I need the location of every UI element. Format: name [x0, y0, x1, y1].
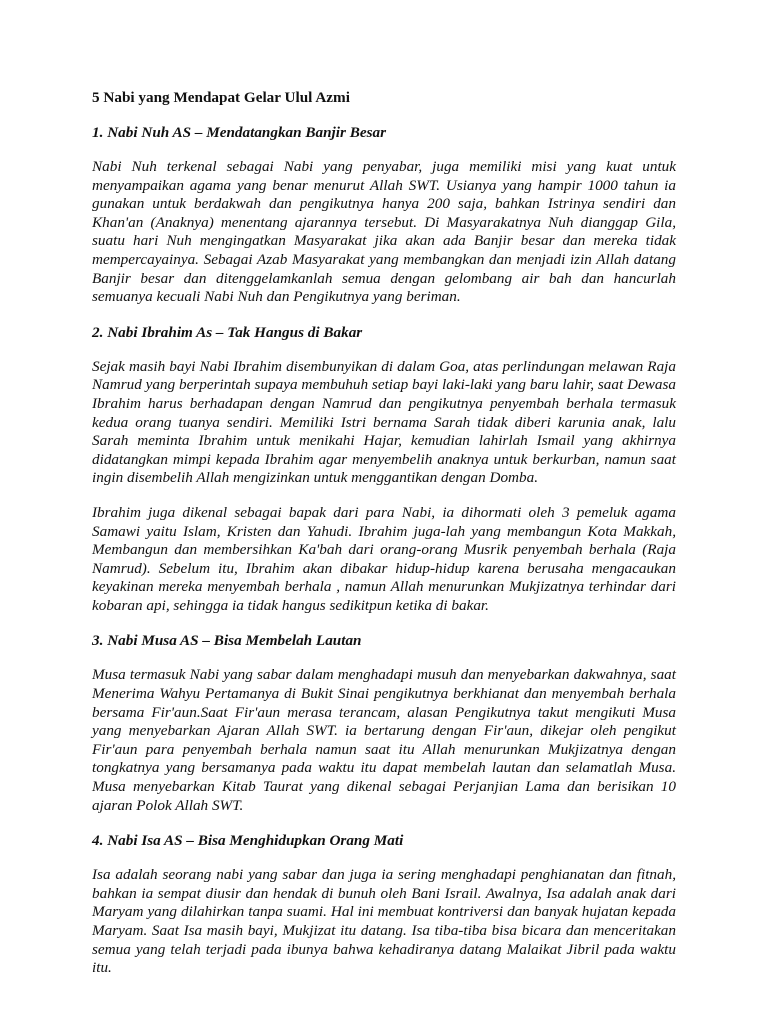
section-heading-musa: 3. Nabi Musa AS – Bisa Membelah Lautan	[92, 632, 362, 650]
section-isa	[92, 831, 676, 978]
paragraph-ibrahim-1: Sejak masih bayi Nabi Ibrahim disembunyikan di dalam Goa, atas perlindungan melawan Raja Namrud yang berperintah supaya membuhuh setiap bayi laki-laki yang baru lahir, saat Dewasa Ibrahim harus berhadapan dengan Namrud dan pengikutnya penyembah berhala termasuk kedua orang tuanya sendiri. Memiliki Istri bernama Sarah tidak diberi karunia anak, lalu Sarah meminta Ibrahim untuk menikahi Hajar, kemudian lahirlah Ismail yang akhirnya didatangkan mimpi kepada Ibrahim agar menyembelih anaknya untuk berkurban, namun saat ingin disembelih Allah mengizinkan untuk menggantikan dengan Domba.	[92, 357, 676, 487]
section-musa	[92, 631, 676, 815]
paragraph-ibrahim-2: Ibrahim juga dikenal sebagai bapak dari para Nabi, ia dihormati oleh 3 pemeluk agama Samawi yaitu Islam, Kristen dan Yahudi. Ibrahim juga-lah yang membangun Kota Makkah, Membangun dan membersihkan Ka'bah dari orang-orang Musrik penyembah berhala (Raja Namrud). Sebelum itu, Ibrahim akan dibakar hidup-hidup karena berusaha mengacaukan keyakinan mereka menyembah berhala , namun Allah menurunkan Mukjizatnya terhindar dari kobaran api, sehingga ia tidak hangus sedikitpun ketika di bakar.	[92, 503, 676, 614]
section-heading-isa: 4. Nabi Isa AS – Bisa Menghidupkan Orang Mati	[92, 832, 404, 850]
section-ibrahim	[92, 323, 676, 616]
document-page	[92, 88, 676, 994]
section-heading-ibrahim: 2. Nabi Ibrahim As – Tak Hangus di Bakar	[92, 323, 363, 341]
section-heading-nuh: 1. Nabi Nuh AS – Mendatangkan Banjir Besar	[92, 124, 386, 141]
paragraph-musa-1: Musa termasuk Nabi yang sabar dalam menghadapi musuh dan menyebarkan dakwahnya, saat Menerima Wahyu Pertamanya di Bukit Sinai pengikutnya berkhianat dan menyembah berhala bersama Fir'aun.Saat Fir'aun merasa terancam, alasan Pengikutnya takut mengikuti Musa yang menyebarkan Ajaran Allah SWT. ia bertarung dengan Fir'aun, dikejar oleh pengikut Fir'aun para penyembah berhala namun saat itu Allah menurunkan Mukjizatnya dengan tongkatnya yang bersamanya pada waktu itu dapat membelah lautan dan selamatlah Musa. Musa menyebarkan Kitab Taurat yang dikenal sebagai Perjanjian Lama dan berisikan 10 ajaran Polok Allah SWT.	[92, 666, 676, 814]
paragraph-nuh-1: Nabi Nuh terkenal sebagai Nabi yang penyabar, juga memiliki misi yang kuat untuk menyampaikan agama yang benar menurut Allah SWT. Usianya yang hampir 1000 tahun ia gunakan untuk berdakwah dan pengikutnya hanya 200 saja, bahkan Istrinya sendiri dan Khan'an (Anaknya) menentang ajarannya tersebut. Di Masyarakatnya Nuh dianggap Gila, suatu hari Nuh mengingatkan Masyarakat jika akan ada Banjir besar dan mereka tidak mempercayainya. Sebagai Azab Masyarakat yang membangkan dan menjadi izin Allah datang Banjir besar dan ditenggelamkanlah semua dengan gelombang air bah dan hancurlah semuanya kecuali Nabi Nuh dan Pengikutnya yang beriman.	[92, 158, 676, 306]
paragraph-isa-1: Isa adalah seorang nabi yang sabar dan juga ia sering menghadapi penghianatan dan fitnah, bahkan ia sempat diusir dan hendak di bunuh oleh Bani Israil. Awalnya, Isa adalah anak dari Maryam yang dilahirkan tanpa suami. Hal ini membuat kontriversi dan banyak hujatan kepada Maryam. Saat Isa masih bayi, Mukjizat itu datang. Isa tiba-tiba bisa bicara dan menceritakan semua yang telah terjadi pada ibunya bahwa kehadiranya datang Malaikat Jibril pada waktu itu.	[92, 866, 676, 977]
document-title: 5 Nabi yang Mendapat Gelar Ulul Azmi	[92, 89, 350, 106]
section-nuh	[92, 123, 676, 307]
